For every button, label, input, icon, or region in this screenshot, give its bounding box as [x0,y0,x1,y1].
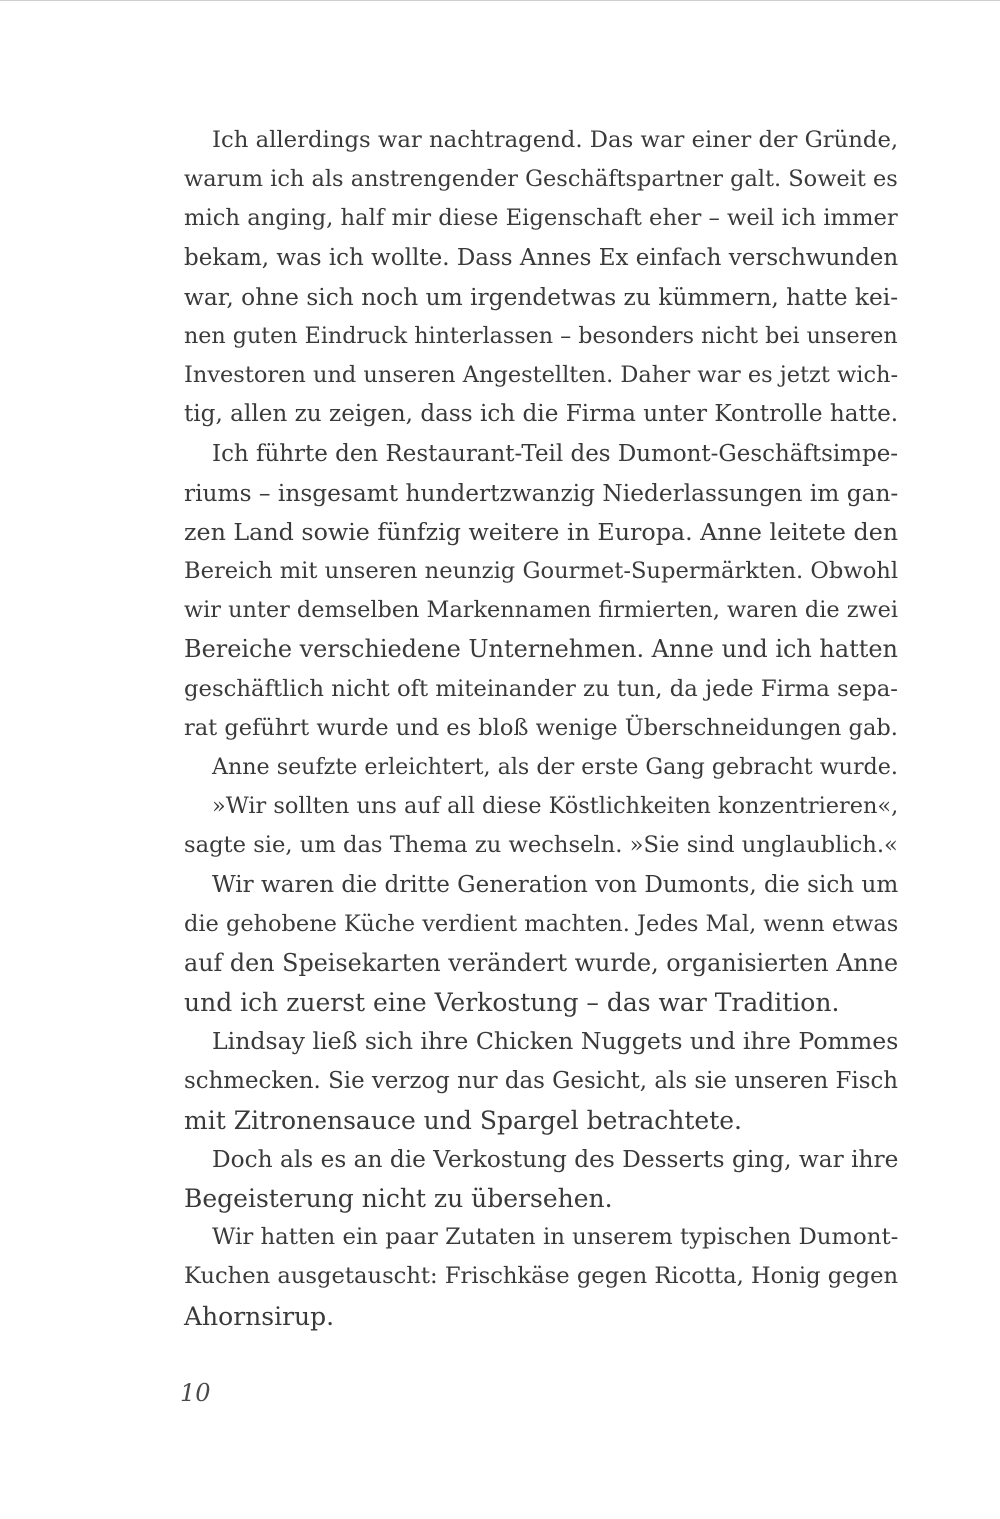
text-line: wir unter demselben Markennamen firmierten, waren die zwei [184,597,899,624]
paragraph-4 [156,787,899,865]
text-line: Ich allerdings war nachtragend. Das war einer der Gründe, [212,127,899,153]
text-line: bekam, was ich wollte. Dass Annes Ex einfach verschwunden [184,244,899,271]
top-rule [0,0,1000,1]
paragraph-2 [156,435,899,749]
paragraph-8 [156,1218,899,1336]
text-line: Begeisterung nicht zu übersehen. [184,1184,613,1214]
text-line: tig, allen zu zeigen, dass ich die Firma unter Kontrolle hatte. [184,401,899,428]
text-line: rat geführt wurde und es bloß wenige Überschneidungen gab. [184,714,898,741]
text-line: mich anging, half mir diese Eigenschaft eher – weil ich immer [184,205,898,232]
text-line: Investoren und unseren Angestellten. Daher war es jetzt wich- [184,362,899,389]
paragraph-5 [156,866,899,1023]
paragraph-7 [156,1140,899,1218]
paragraph-1 [156,121,899,435]
text-line: warum ich als anstrengender Geschäftspartner galt. Soweit es [184,166,898,193]
text-line: riums – insgesamt hundertzwanzig Niederlassungen im gan- [184,479,899,507]
text-line: mit Zitronensauce und Spargel betrachtete. [184,1105,742,1135]
text-line: Wir hatten ein paar Zutaten in unserem typischen Dumont- [212,1224,899,1251]
paragraph-6 [156,1022,899,1140]
text-line: war, ohne sich noch um irgendetwas zu kümmern, hatte kei- [184,283,899,311]
text-line: Doch als es an die Verkostung des Desserts ging, war ihre [212,1145,899,1173]
text-line: Ich führte den Restaurant-Teil des Dumont-Geschäftsimpe- [212,440,899,467]
text-line: Lindsay ließ sich ihre Chicken Nuggets und ihre Pommes [212,1027,899,1056]
text-line: Bereich mit unseren neunzig Gourmet-Supermärkten. Obwohl [184,558,899,585]
text-line: Wir waren die dritte Generation von Dumonts, die sich um [212,871,899,898]
text-line: und ich zuerst eine Verkostung – das war Tradition. [184,988,840,1018]
text-line: Bereiche verschiedene Unternehmen. Anne und ich hatten [184,635,898,664]
text-line: Ahornsirup. [184,1301,335,1331]
text-line: geschäftlich nicht oft miteinander zu tun, da jede Firma sepa- [184,675,898,702]
body-text [156,121,899,1336]
text-line: sagte sie, um das Thema zu wechseln. »Sie sind unglaublich.« [184,832,898,859]
text-line: »Wir sollten uns auf all diese Köstlichkeiten konzentrieren«, [212,793,899,820]
paragraph-3 [156,748,898,787]
text-line: schmecken. Sie verzog nur das Gesicht, als sie unseren Fisch [184,1067,899,1094]
text-line: Kuchen ausgetauscht: Frischkäse gegen Ricotta, Honig gegen [184,1263,899,1290]
page-number: 10 [180,1379,211,1407]
text-line: zen Land sowie fünfzig weitere in Europa. Anne leitete den [184,517,899,546]
text-line: Anne seufzte erleichtert, als der erste Gang gebracht wurde. [212,754,898,780]
text-line: die gehobene Küche verdient machten. Jedes Mal, wenn etwas [184,910,899,937]
text-line: auf den Speisekarten verändert wurde, organisierten Anne [184,948,899,977]
text-line: nen guten Eindruck hinterlassen – besonders nicht bei unseren [184,322,898,349]
